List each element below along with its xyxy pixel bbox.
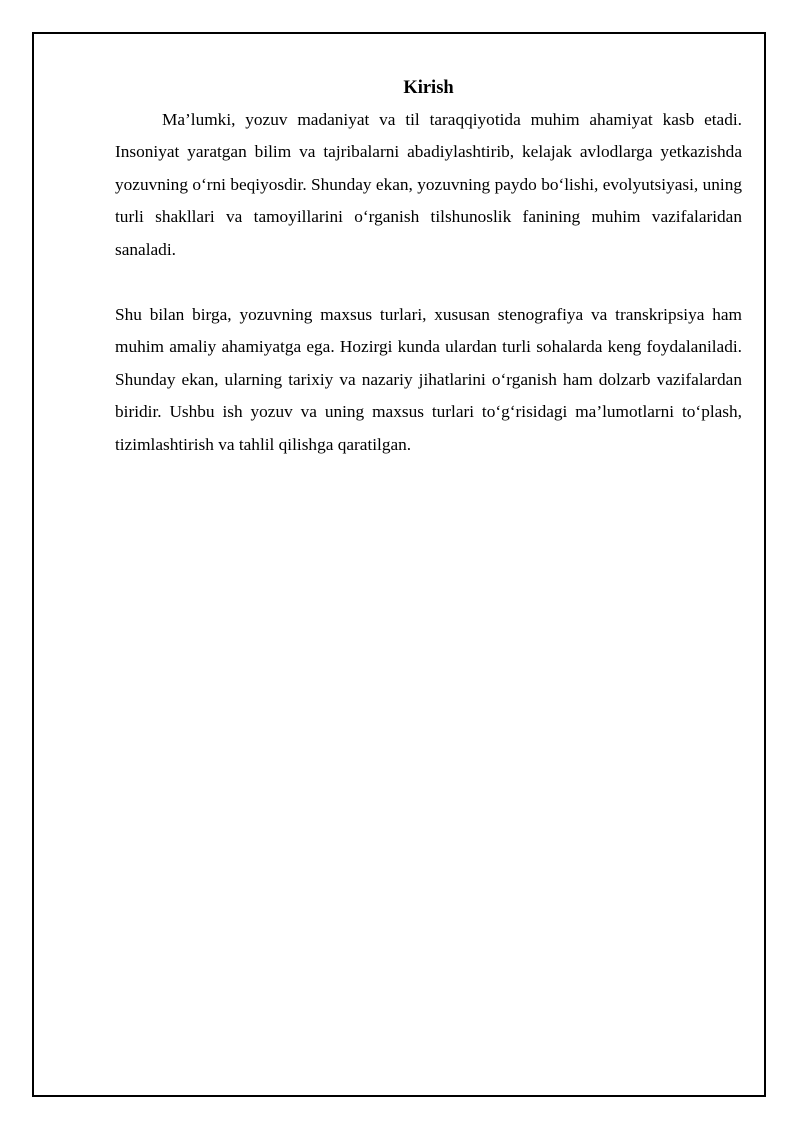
paragraph-1: Ma’lumki, yozuv madaniyat va til taraqqiyotida muhim ahamiyat kasb etadi. Insoniyat yaratgan bilim va tajribalarni abadiylashtirib, kelajak avlodlarga yetkazishda yozuvning o‘rni beqiyosdir. Shunday ekan, yozuvning paydo bo‘lishi, evolyutsiyasi, uning turli shakllari va tamoyillarini o‘rganish tilshunoslik fanining muhim vazifalaridan sanaladi. xyxy=(115,110,742,259)
document-body xyxy=(115,74,742,461)
document-title: Kirish xyxy=(403,78,454,98)
paragraph-2: Shu bilan birga, yozuvning maxsus turlari, xususan stenografiya va transkripsiya ham muhim amaliy ahamiyatga ega. Hozirgi kunda ulardan turli sohalarda keng foydalaniladi. Shunday ekan, ularning tarixiy va nazariy jihatlarini o‘rganish ham dolzarb vazifalardan biridir. Ushbu ish yozuv va uning maxsus turlari to‘g‘risidagi ma’lumotlarni to‘plash, tizimlashtirish va tahlil qilishga qaratilgan. xyxy=(115,305,742,454)
